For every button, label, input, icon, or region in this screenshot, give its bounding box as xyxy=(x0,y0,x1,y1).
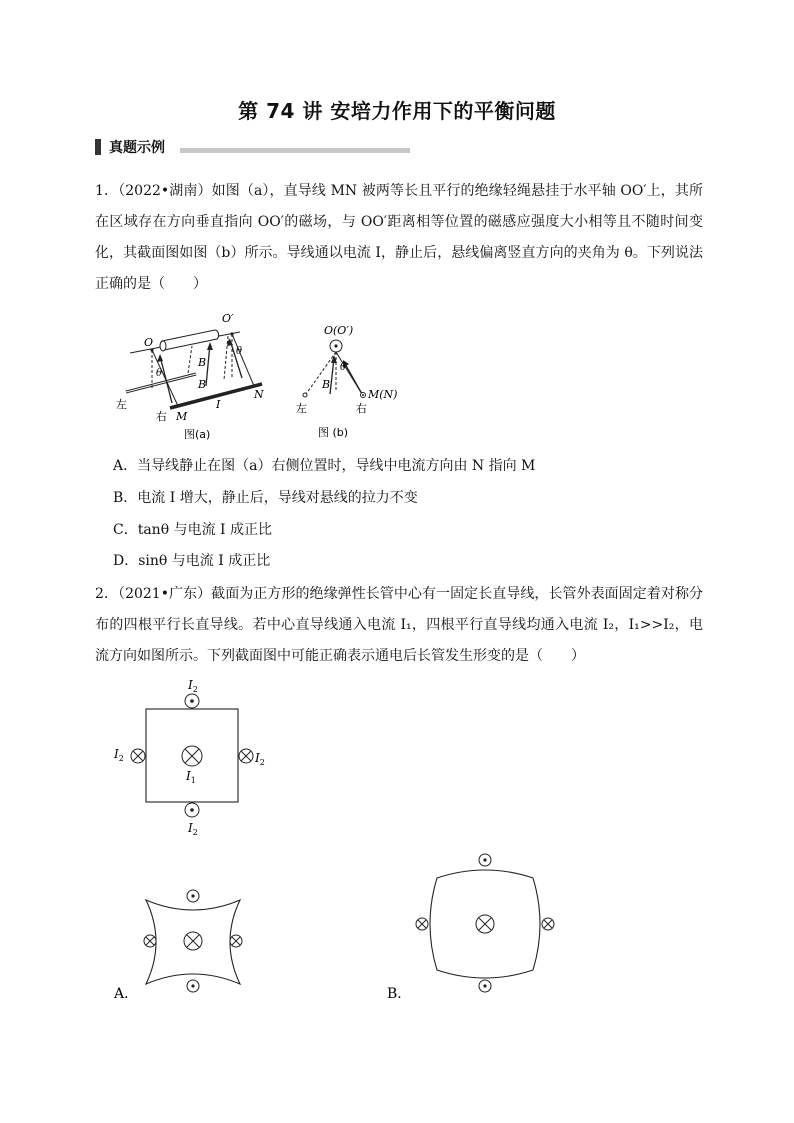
caption-b: 图 (b) xyxy=(318,426,349,439)
label-o-op: O(O′) xyxy=(324,324,354,337)
label-right: 右 xyxy=(156,410,167,423)
question-1-text: 1．（2022•湖南）如图（a），直导线 MN 被两等长且平行的绝缘轻绳悬挂于水平轴 OO′上，其所在区域存在方向垂直指向 OO′的磁场，与 OO′距离相等位置的磁感应强度大小相等且不随时间变化，其截面图如图（b）所示。导线通以电流 I，静止后，悬线偏离竖直方向的夹角为 θ。下列说法正确的是（ ） xyxy=(95,183,703,292)
label-left: 左 xyxy=(116,398,127,411)
wire-bottom-dot xyxy=(191,984,194,987)
section-rule xyxy=(180,148,410,153)
left-dash xyxy=(306,352,336,394)
section-title: 真题示例 xyxy=(109,140,165,156)
wire-top-dot xyxy=(190,699,194,703)
label-theta-2: θ xyxy=(236,346,243,357)
label-left: 左 xyxy=(296,402,307,415)
wire-bottom-dot xyxy=(190,808,194,812)
label-m: M xyxy=(176,410,188,423)
label-bottom: $I_2$ xyxy=(188,821,198,837)
label-right: $I_2$ xyxy=(255,751,265,767)
option-b-figure[interactable] xyxy=(383,848,583,1008)
option-b-label: B． xyxy=(387,986,412,1002)
q1-option-c[interactable]: C．tanθ 与电流 I 成正比 xyxy=(113,522,273,538)
label-center: $I_1$ xyxy=(186,769,196,785)
figure-a xyxy=(112,308,277,443)
section-marker xyxy=(95,139,101,155)
caption-a: 图(a) xyxy=(184,428,211,441)
option-a-label: A． xyxy=(114,986,139,1002)
dashed-arrow xyxy=(188,346,192,373)
label-n: N xyxy=(254,388,264,401)
axis-end xyxy=(160,341,166,351)
suspension-line-2 xyxy=(232,334,254,386)
label-theta: θ xyxy=(340,362,347,373)
question-2-text: 2．（2021•广东）截面为正方形的绝缘弹性长管中心有一固定长直导线，长管外表面固定着对称分布的四根平行长直导线。若中心直导线通入电流 I₁，四根平行直导线均通入电流 I₂，I₁>>I₂，电流方向如图所示。下列截面图中可能正确表示通电后长管发生形变的是（ ） xyxy=(95,586,703,664)
q1-option-a[interactable]: A．当导线静止在图（a）右侧位置时，导线中电流方向由 N 指向 M xyxy=(113,458,536,474)
b-arrow-2-head xyxy=(207,342,213,350)
figure-cross-section xyxy=(110,672,280,842)
wire-top-dot xyxy=(483,858,486,861)
mn-point-dot xyxy=(362,394,364,396)
dash-3 xyxy=(224,336,228,380)
label-b-1: B xyxy=(198,356,207,369)
q1-option-d[interactable]: D．sinθ 与电流 I 成正比 xyxy=(113,553,271,569)
label-right: 右 xyxy=(356,402,367,415)
axis-dot xyxy=(334,344,337,347)
label-o: O xyxy=(144,336,154,349)
b-arrow-2 xyxy=(206,344,210,386)
label-theta-1: θ xyxy=(156,368,163,379)
label-b: B xyxy=(322,378,331,391)
page-title: 第 74 讲 安培力作用下的平衡问题 xyxy=(238,99,556,123)
label-left: $I_2$ xyxy=(114,747,124,763)
wire-top-dot xyxy=(191,894,194,897)
figure-b xyxy=(288,318,408,443)
b-arrow-right xyxy=(344,362,362,394)
b-arrow-1-head xyxy=(157,354,163,362)
label-mn: M(N) xyxy=(368,388,398,401)
pivot-op xyxy=(230,332,233,335)
option-a-figure[interactable] xyxy=(110,880,290,1005)
q1-option-b[interactable]: B．电流 I 增大，静止后，导线对悬线的拉力不变 xyxy=(113,490,418,506)
left-point xyxy=(303,393,307,397)
label-top: $I_2$ xyxy=(188,678,198,694)
wire-bottom-dot xyxy=(483,984,486,987)
label-b-2: B xyxy=(198,378,207,391)
b-arrow xyxy=(330,358,334,394)
label-op: O′ xyxy=(222,312,234,325)
label-i: I xyxy=(216,398,221,411)
